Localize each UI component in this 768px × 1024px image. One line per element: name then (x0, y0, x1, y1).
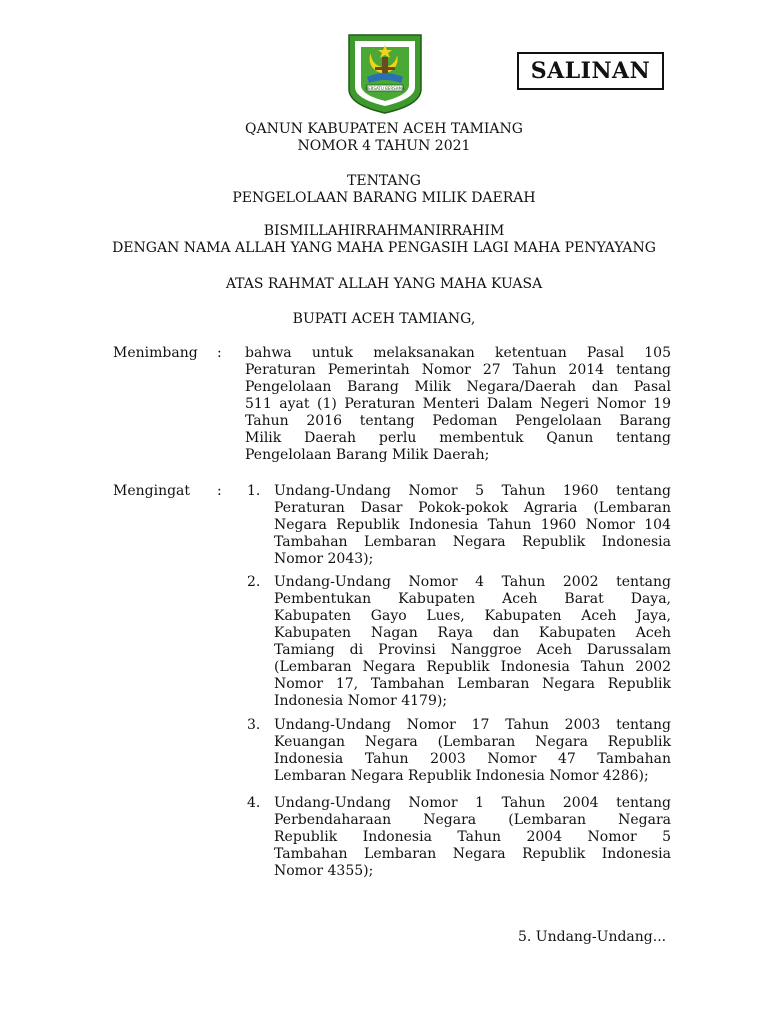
text-line: Indonesia Tahun 2003 Nomor 47 Tambahan (274, 751, 671, 767)
item-number: 3. (247, 717, 261, 733)
qanun-title: QANUN KABUPATEN ACEH TAMIANG (245, 121, 523, 137)
qanun-number: NOMOR 4 TAHUN 2021 (297, 138, 471, 154)
mengingat-item-1 (274, 483, 671, 568)
subject-heading: PENGELOLAAN BARANG MILIK DAERAH (232, 190, 536, 206)
salinan-stamp: SALINAN (517, 52, 664, 90)
text-line: Indonesia Nomor 4179); (274, 693, 448, 709)
continuation-reference: 5. Undang-Undang... (518, 929, 667, 945)
text-line: Undang-Undang Nomor 5 Tahun 1960 tentang (274, 483, 671, 499)
text-line: Tambahan Lembaran Negara Republik Indonesia (274, 534, 671, 550)
text-line: bahwa untuk melaksanakan ketentuan Pasal 105 (245, 345, 671, 361)
text-line: (Lembaran Negara Republik Indonesia Tahun 2002 (274, 659, 671, 675)
menimbang-text (245, 345, 671, 464)
text-line: Nomor 2043); (274, 551, 374, 567)
text-line: Pengelolaan Barang Milik Daerah; (245, 447, 490, 463)
mengingat-item-4 (274, 795, 671, 880)
menimbang-colon: : (217, 345, 222, 361)
text-line: Kabupaten Gayo Lues, Kabupaten Aceh Jaya, (274, 608, 671, 624)
text-line: Peraturan Pemerintah Nomor 27 Tahun 2014 tentang (245, 362, 671, 378)
mengingat-label: Mengingat (113, 483, 191, 499)
text-line: Republik Indonesia Tahun 2004 Nomor 5 (274, 829, 671, 845)
bupati-line: BUPATI ACEH TAMIANG, (292, 311, 476, 327)
mengingat-item-2 (274, 574, 671, 710)
text-line: Nomor 17, Tambahan Lembaran Negara Republik (274, 676, 671, 692)
allah-name-line: DENGAN NAMA ALLAH YANG MAHA PENGASIH LAGI MAHA PENYAYANG (112, 240, 656, 256)
item-number: 4. (247, 795, 261, 811)
text-line: Pengelolaan Barang Milik Negara/Daerah dan Pasal (245, 379, 671, 395)
text-line: Lembaran Negara Republik Indonesia Nomor 4286); (274, 768, 649, 784)
text-line: Tamiang di Provinsi Nanggroe Aceh Darussalam (274, 642, 671, 658)
svg-text:BERSATU BERSAMA: BERSATU BERSAMA (365, 86, 405, 91)
basmalah: BISMILLAHIRRAHMANIRRAHIM (263, 223, 505, 239)
text-line: Perbendaharaan Negara (Lembaran Negara (274, 812, 671, 828)
text-line: Undang-Undang Nomor 17 Tahun 2003 tentang (274, 717, 671, 733)
text-line: Negara Republik Indonesia Tahun 1960 Nomor 104 (274, 517, 671, 533)
text-line: Pembentukan Kabupaten Aceh Barat Daya, (274, 591, 671, 607)
text-line: Kabupaten Nagan Raya dan Kabupaten Aceh (274, 625, 671, 641)
mengingat-item-3 (274, 717, 671, 785)
item-number: 2. (247, 574, 261, 590)
text-line: 511 ayat (1) Peraturan Menteri Dalam Negeri Nomor 19 (245, 396, 671, 412)
text-line: Milik Daerah perlu membentuk Qanun tentang (245, 430, 671, 446)
menimbang-label: Menimbang (113, 345, 198, 361)
rahmat-line: ATAS RAHMAT ALLAH YANG MAHA KUASA (225, 276, 543, 292)
aceh-tamiang-emblem (347, 33, 423, 115)
mengingat-colon: : (217, 483, 222, 499)
text-line: Nomor 4355); (274, 863, 374, 879)
text-line: Peraturan Dasar Pokok-pokok Agraria (Lembaran (274, 500, 671, 516)
text-line: Tahun 2016 tentang Pedoman Pengelolaan Barang (245, 413, 671, 429)
item-number: 1. (247, 483, 261, 499)
text-line: Undang-Undang Nomor 1 Tahun 2004 tentang (274, 795, 671, 811)
text-line: Undang-Undang Nomor 4 Tahun 2002 tentang (274, 574, 671, 590)
text-line: Keuangan Negara (Lembaran Negara Republik (274, 734, 671, 750)
text-line: Tambahan Lembaran Negara Republik Indonesia (274, 846, 671, 862)
tentang-heading: TENTANG (347, 173, 421, 189)
